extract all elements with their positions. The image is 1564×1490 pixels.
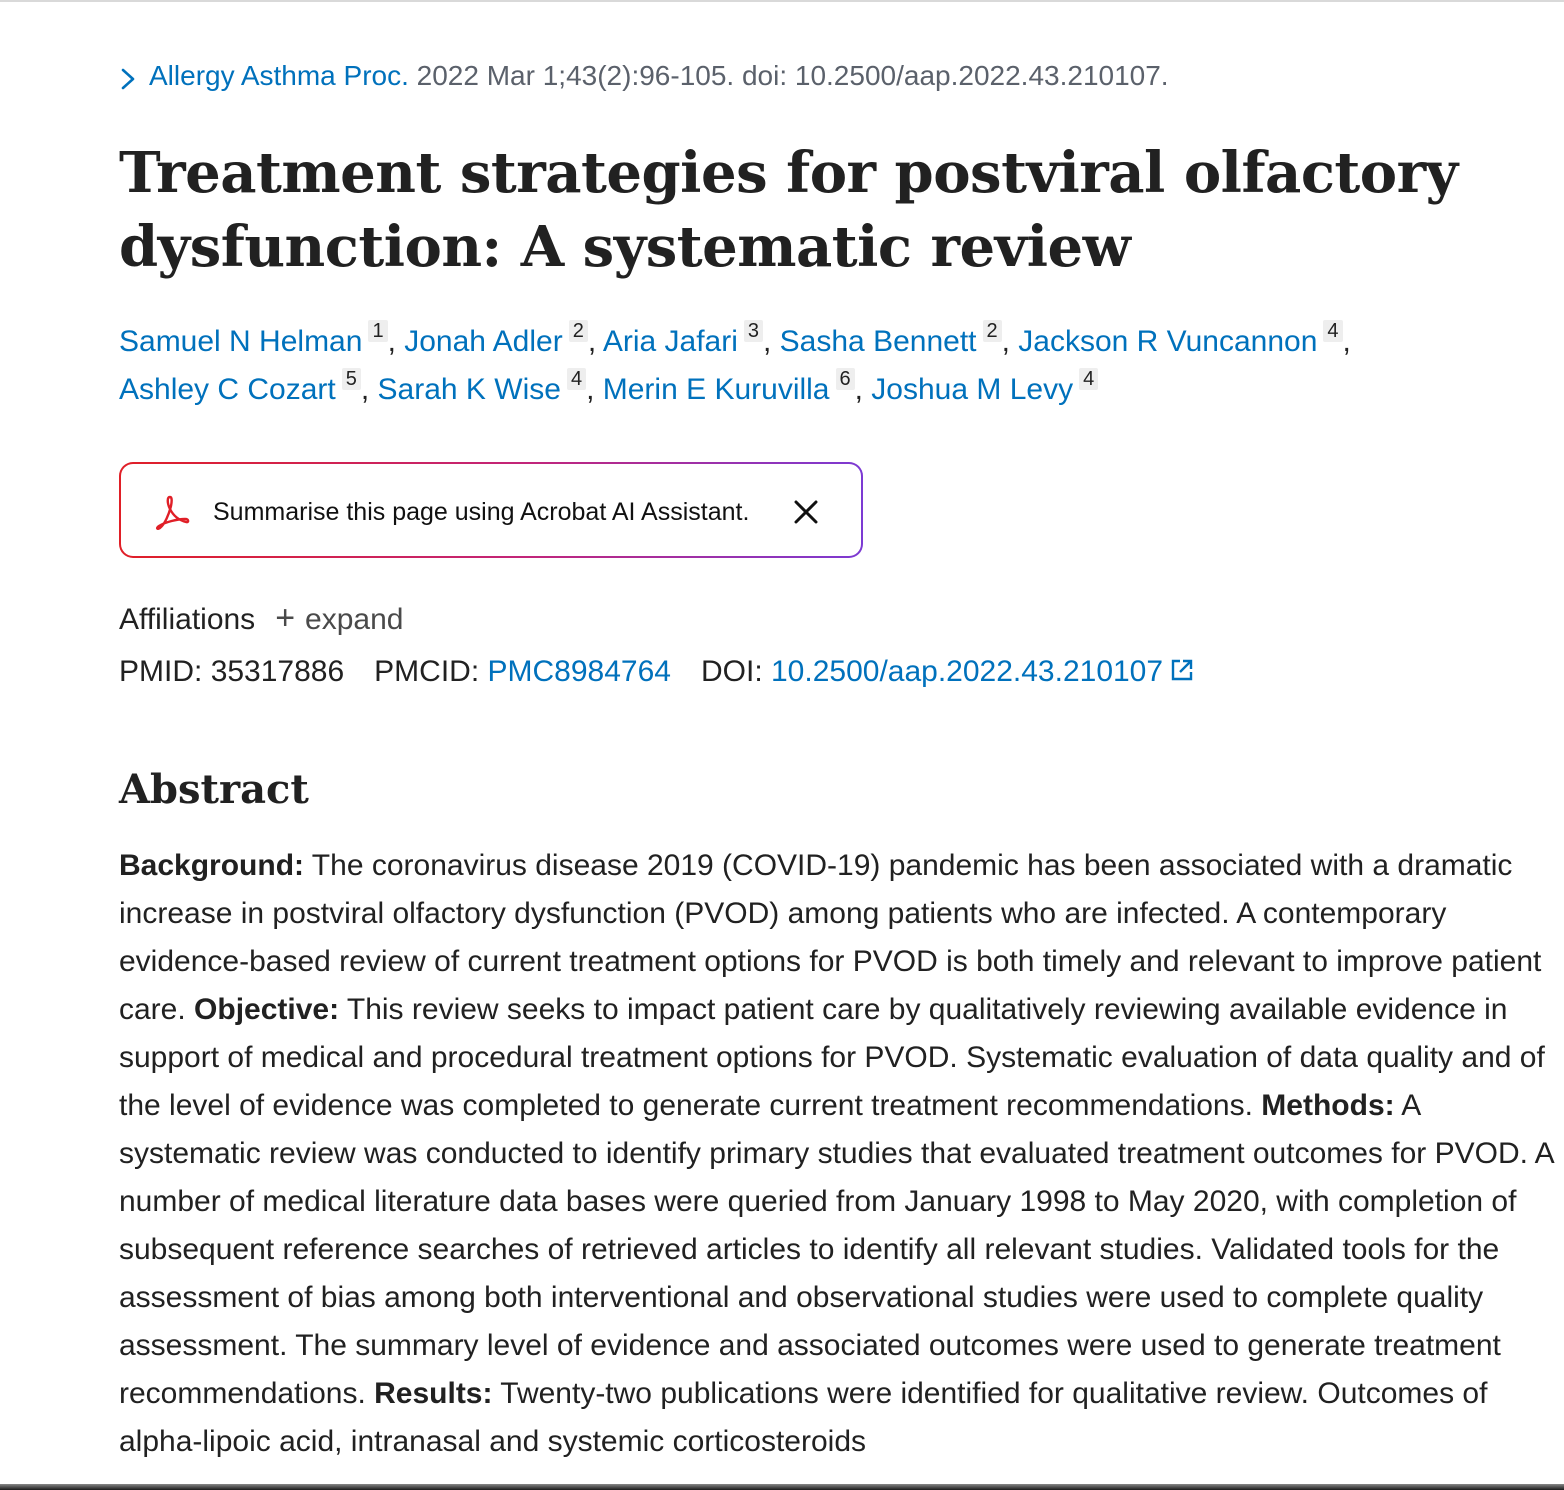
affiliation-ref[interactable]: 1 — [368, 320, 387, 342]
author-item — [377, 368, 587, 406]
article-title: Treatment strategies for postviral olfactory dysfunction: A systematic review — [119, 140, 1458, 280]
author-link[interactable]: Merin E Kuruvilla — [602, 373, 830, 406]
author-link[interactable]: Joshua M Levy — [871, 373, 1074, 406]
affiliation-ref[interactable]: 2 — [569, 320, 588, 342]
doi-label: DOI: — [700, 655, 763, 688]
window-bottom-edge — [0, 1484, 1564, 1490]
author-link[interactable]: Jackson R Vuncannon — [1018, 325, 1318, 358]
affiliations-row — [119, 598, 403, 640]
pmcid-label: PMCID: — [374, 655, 480, 688]
plus-icon: + — [275, 599, 296, 637]
author-link[interactable]: Aria Jafari — [602, 325, 738, 358]
pmid-label: PMID: — [119, 655, 203, 688]
methods-text: A systematic review was conducted to identify primary studies that evaluated treatment outcomes for PVOD. A number of medical literature data bases were queried from January 1998 to May 2020, with completion of subsequent reference searches of retrieved articles to identify all relevant studies. Validated tools for the assessment of bias among both interventional and observational studies were used to complete quality assessment. The summary level of evidence and associated outcomes were used to generate treatment recommendations. — [119, 1089, 1553, 1410]
citation-line — [119, 56, 1169, 101]
author-item — [602, 320, 763, 358]
close-icon[interactable] — [791, 497, 821, 527]
background-label: Background: — [119, 849, 305, 882]
affiliation-ref[interactable]: 6 — [836, 368, 855, 390]
pmcid-link[interactable]: PMC8984764 — [487, 655, 671, 688]
affiliations-label: Affiliations — [119, 603, 256, 636]
background-text: The coronavirus disease 2019 (COVID-19) pandemic has been associated with a dramatic increase in postviral olfactory dysfunction (PVOD) among patients who are infected. A contemporary evidence-based review of current treatment options for PVOD is both timely and relevant to improve patient care. — [119, 849, 1542, 1026]
expand-label: expand — [305, 603, 404, 636]
pmid-value: 35317886 — [210, 655, 345, 688]
identifiers-row — [119, 652, 1195, 694]
abstract-heading: Abstract — [119, 766, 309, 813]
methods-label: Methods: — [1261, 1089, 1395, 1122]
affiliations-expand-button[interactable] — [275, 599, 404, 637]
affiliation-ref[interactable]: 5 — [342, 368, 361, 390]
author-link[interactable]: Sasha Bennett — [779, 325, 977, 358]
objective-text: This review seeks to impact patient care by qualitatively reviewing available evidence in support of medical and procedural treatment options for PVOD. Systematic evaluation of data quality and of the level of evidence was completed to generate current treatment recommendations. — [119, 993, 1545, 1122]
affiliation-ref[interactable]: 2 — [983, 320, 1002, 342]
external-link-icon[interactable] — [1169, 654, 1195, 694]
results-label: Results: — [374, 1377, 493, 1410]
author-item — [119, 320, 388, 358]
acrobat-icon — [153, 494, 191, 530]
author-item — [871, 368, 1098, 406]
doi-link[interactable]: 10.2500/aap.2022.43.210107 — [771, 655, 1164, 688]
citation-details: 2022 Mar 1;43(2):96-105. doi: 10.2500/aap.2022.43.210107. — [408, 60, 1169, 91]
author-item — [602, 368, 855, 406]
affiliation-ref[interactable]: 3 — [744, 320, 763, 342]
acrobat-ai-banner[interactable] — [119, 462, 863, 558]
author-link[interactable]: Samuel N Helman — [119, 325, 363, 358]
affiliation-ref[interactable]: 4 — [567, 368, 586, 390]
author-link[interactable]: Jonah Adler — [404, 325, 563, 358]
objective-label: Objective: — [194, 993, 340, 1026]
affiliation-ref[interactable]: 4 — [1079, 368, 1098, 390]
top-border — [0, 0, 1564, 2]
results-text: Twenty-two publications were identified for qualitative review. Outcomes of alpha-lipoic acid, intranasal and systemic corticosteroids — [119, 1377, 1488, 1458]
author-item — [1018, 320, 1342, 358]
author-link[interactable]: Sarah K Wise — [377, 373, 561, 406]
chevron-right-icon[interactable] — [119, 56, 149, 101]
author-item — [119, 368, 361, 406]
affiliation-ref[interactable]: 4 — [1323, 320, 1342, 342]
author-item — [404, 320, 588, 358]
author-item — [779, 320, 1002, 358]
acrobat-ai-message: Summarise this page using Acrobat AI Assistant. — [213, 498, 750, 526]
abstract-text — [119, 842, 1555, 1466]
author-link[interactable]: Ashley C Cozart — [119, 373, 336, 406]
author-list: Samuel N Helman $^1$ , Jonah Adler $^2$ , Aria Jafari $^3$ , Sasha Bennett $^2$ , Jackson R Vuncannon $^4$ , Ashley C Cozart $^5$ , Sarah K Wise $^4$ , Merin E Kuruvilla $^6$ , Joshua M Levy $^4$ — [119, 320, 1351, 406]
journal-link[interactable]: Allergy Asthma Proc. — [149, 60, 409, 91]
